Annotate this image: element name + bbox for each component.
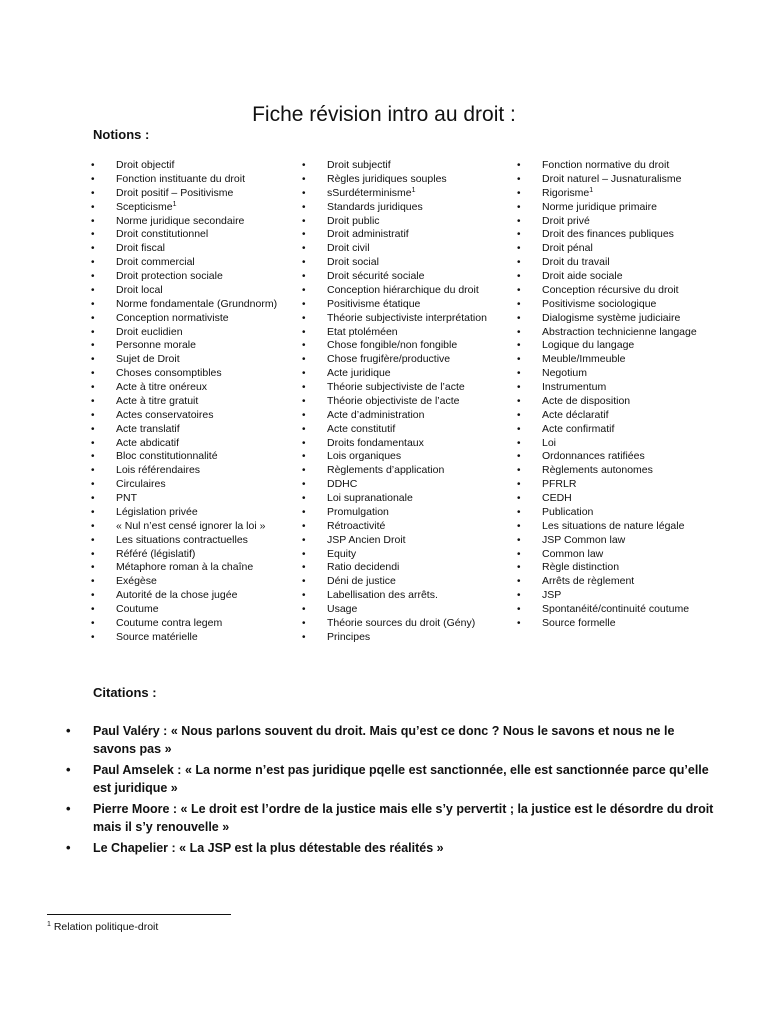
notion-item: [517, 312, 697, 326]
notion-item: [91, 215, 277, 229]
notion-text: Choses consomptibles: [116, 367, 222, 380]
notion-item: [91, 312, 277, 326]
notion-text: Autorité de la chose jugée: [116, 589, 238, 602]
notion-text: Acte confirmatif: [542, 422, 615, 435]
notion-text: Spontanéité/continuité coutume: [542, 603, 690, 615]
notion-text: DDHC: [327, 478, 358, 491]
notion-text: sSurdéterminisme: [327, 186, 412, 199]
notion-item: [302, 367, 487, 381]
notion-item: [91, 367, 277, 381]
notion-text: PFRLR: [542, 478, 577, 491]
notion-text: Bloc constitutionnalité: [116, 450, 218, 463]
notion-item: [517, 326, 697, 340]
notion-text: Métaphore roman à la chaîne: [116, 561, 254, 574]
notion-item: [517, 339, 697, 353]
notion-text: Principes: [327, 630, 371, 643]
notion-item: [302, 478, 487, 492]
notion-item: [517, 437, 697, 451]
notion-text: Positivisme sociologique: [542, 297, 657, 310]
notion-text: Droit objectif: [116, 159, 175, 171]
notion-item: [91, 187, 277, 201]
notion-item: [302, 159, 487, 173]
citation-author: Paul Amselek :: [93, 763, 185, 777]
notion-item: [91, 339, 277, 353]
citation-author: Paul Valéry :: [93, 724, 171, 738]
notion-text: Promulgation: [327, 505, 389, 518]
notion-text: Les situations de nature légale: [542, 519, 685, 532]
notion-text: Acte translatif: [116, 422, 180, 435]
notion-text: JSP Ancien Droit: [327, 533, 406, 546]
notion-item: [517, 256, 697, 270]
notion-text: Etat ptoléméen: [327, 325, 398, 338]
notion-text: Publication: [542, 505, 594, 518]
notion-text: Acte constitutif: [327, 422, 396, 435]
notion-item: [302, 561, 487, 575]
notion-item: [302, 228, 487, 242]
notion-text: Rétroactivité: [327, 519, 386, 532]
footnote: [47, 921, 158, 933]
notion-item: [302, 284, 487, 298]
notion-item: [91, 242, 277, 256]
notion-text: Droit naturel – Jusnaturalisme: [542, 172, 682, 185]
notion-item: [517, 520, 697, 534]
footnote-number: 1: [47, 921, 51, 928]
notion-item: [302, 381, 487, 395]
notion-item: [517, 492, 697, 506]
notion-item: [517, 548, 697, 562]
notion-text: Fonction normative du droit: [542, 159, 670, 171]
notion-text: Droit protection sociale: [116, 270, 223, 282]
notion-item: [91, 631, 277, 645]
notion-text: Les situations contractuelles: [116, 533, 248, 546]
notion-text: Droit social: [327, 256, 379, 269]
notion-text: Théorie subjectiviste interprétation: [327, 311, 487, 324]
notion-text: JSP Common law: [542, 533, 626, 546]
notion-item: [302, 617, 487, 631]
notion-item: [302, 575, 487, 589]
notion-item: [302, 242, 487, 256]
notion-text: Norme juridique secondaire: [116, 214, 245, 227]
notion-item: [91, 437, 277, 451]
citations-list: [66, 722, 716, 860]
notion-item: [91, 589, 277, 603]
notion-item: [517, 423, 697, 437]
notion-text: Conception normativiste: [116, 311, 229, 324]
notion-text: Loi: [542, 436, 557, 449]
notion-item: [517, 409, 697, 423]
footnote-text: Relation politique-droit: [50, 921, 159, 933]
notion-text: Acte d’administration: [327, 408, 425, 421]
notion-text: Norme fondamentale (Grundnorm): [116, 297, 278, 310]
notion-item: [517, 464, 697, 478]
notion-item: [302, 450, 487, 464]
notion-text: Droit commercial: [116, 256, 195, 269]
notion-text: Arrêts de règlement: [542, 575, 635, 588]
notion-text: Acte abdicatif: [116, 436, 180, 449]
notion-item: [302, 298, 487, 312]
notion-item: [91, 548, 277, 562]
notion-text: Droit privé: [542, 214, 590, 227]
notion-item: [517, 603, 697, 617]
notion-item: [91, 270, 277, 284]
notion-text: Acte déclaratif: [542, 408, 609, 421]
notion-text: Droit administratif: [327, 228, 409, 241]
notion-item: [91, 201, 277, 215]
notion-text: Chose fongible/non fongible: [327, 339, 458, 352]
citation-quote: « Le droit est l’ordre de la justice mais elle s’y pervertit ; la justice est le désordre du droit mais il s’y renouvelle »: [93, 802, 714, 834]
notion-text: Source formelle: [542, 616, 616, 629]
notion-item: [302, 506, 487, 520]
citation-quote: « Nous parlons souvent du droit. Mais qu’est ce donc ? Nous le savons et nous ne le savons pas »: [93, 724, 675, 756]
notion-text: Personne morale: [116, 339, 196, 352]
notion-text: Droit aide sociale: [542, 270, 623, 282]
notion-item: [517, 450, 697, 464]
notion-item: [302, 520, 487, 534]
citations-heading: Citations :: [93, 685, 157, 700]
notion-text: Droit positif – Positivisme: [116, 186, 234, 199]
notion-text: Règlements d’application: [327, 464, 445, 477]
notion-item: [302, 603, 487, 617]
notion-item: [517, 228, 697, 242]
notion-item: [517, 270, 697, 284]
notion-text: Règlements autonomes: [542, 464, 653, 477]
notion-text: Acte de disposition: [542, 394, 631, 407]
notion-text: Législation privée: [116, 505, 198, 518]
notion-text: CEDH: [542, 492, 572, 504]
notion-text: Droit des finances publiques: [542, 228, 674, 241]
notion-item: [302, 201, 487, 215]
notion-item: [302, 631, 487, 645]
notions-column-1: [91, 159, 277, 645]
notion-text: Chose frugifère/productive: [327, 353, 451, 366]
notion-item: [302, 423, 487, 437]
notion-item: [91, 617, 277, 631]
notion-item: [517, 395, 697, 409]
notion-item: [91, 353, 277, 367]
citation-item: [66, 722, 716, 758]
notion-text: Acte à titre gratuit: [116, 394, 199, 407]
notion-text: « Nul n’est censé ignorer la loi »: [116, 519, 266, 532]
notion-item: [91, 159, 277, 173]
notion-item: [91, 561, 277, 575]
notion-text: PNT: [116, 492, 137, 504]
notion-text: Lois organiques: [327, 450, 402, 463]
notion-item: [91, 492, 277, 506]
footnote-separator: [47, 914, 231, 915]
notion-text: Meuble/Immeuble: [542, 353, 626, 366]
notion-item: [91, 173, 277, 187]
notion-text: Labellisation des arrêts.: [327, 589, 438, 602]
notion-text: Droit euclidien: [116, 325, 183, 338]
notion-text: Référé (législatif): [116, 547, 196, 560]
notion-text: Théorie subjectiviste de l’acte: [327, 381, 465, 393]
footnote-ref: 1: [411, 186, 416, 194]
notion-item: [91, 464, 277, 478]
notion-item: [302, 353, 487, 367]
notion-text: Scepticisme: [116, 200, 173, 213]
notion-text: Standards juridiques: [327, 200, 423, 213]
notion-item: [91, 284, 277, 298]
notion-item: [517, 353, 697, 367]
notion-text: Droit local: [116, 283, 163, 296]
notion-item: [302, 589, 487, 603]
notion-text: Exégèse: [116, 575, 157, 588]
notion-text: Fonction instituante du droit: [116, 172, 245, 185]
notion-item: [517, 173, 697, 187]
notion-item: [517, 478, 697, 492]
notion-item: [517, 242, 697, 256]
notion-item: [302, 270, 487, 284]
notion-text: Droits fondamentaux: [327, 436, 424, 449]
notion-item: [91, 534, 277, 548]
notion-text: Conception hiérarchique du droit: [327, 283, 479, 296]
notion-text: JSP: [542, 589, 562, 602]
notion-text: Source matérielle: [116, 630, 198, 643]
notion-item: [302, 548, 487, 562]
notion-text: Règle distinction: [542, 561, 620, 574]
notion-item: [91, 575, 277, 589]
notion-item: [91, 395, 277, 409]
citation-item: [66, 800, 716, 836]
notion-item: [91, 409, 277, 423]
notion-item: [302, 339, 487, 353]
notion-text: Coutume contra legem: [116, 616, 223, 629]
notion-text: Ordonnances ratifiées: [542, 450, 645, 463]
notion-text: Déni de justice: [327, 575, 396, 588]
notion-text: Droit subjectif: [327, 159, 391, 171]
notion-text: Théorie sources du droit (Gény): [327, 616, 476, 629]
page-title: Fiche révision intro au droit :: [252, 103, 516, 127]
citation-quote: « La norme n’est pas juridique pqelle est sanctionnée, elle est sanctionnée parce qu’elle est juridique »: [93, 763, 709, 795]
notion-item: [517, 298, 697, 312]
notion-text: Droit civil: [327, 242, 370, 255]
notion-item: [91, 326, 277, 340]
notion-text: Loi supranationale: [327, 492, 413, 504]
notion-item: [91, 603, 277, 617]
notion-item: [517, 506, 697, 520]
notion-item: [91, 228, 277, 242]
notion-item: [517, 367, 697, 381]
notion-text: Droit public: [327, 214, 380, 227]
notion-item: [302, 256, 487, 270]
notions-column-2: [302, 159, 487, 645]
notion-item: [91, 256, 277, 270]
notion-text: Droit constitutionnel: [116, 228, 209, 241]
notion-text: Droit sécurité sociale: [327, 270, 425, 282]
notion-item: [517, 561, 697, 575]
notion-item: [517, 201, 697, 215]
notion-text: Negotium: [542, 367, 587, 380]
notion-text: Instrumentum: [542, 381, 607, 393]
notion-item: [91, 423, 277, 437]
notion-item: [302, 464, 487, 478]
notion-item: [91, 450, 277, 464]
notion-text: Dialogisme système judiciaire: [542, 311, 681, 324]
notion-item: [302, 187, 487, 201]
notion-text: Droit du travail: [542, 256, 610, 269]
notion-item: [91, 381, 277, 395]
notion-text: Common law: [542, 547, 604, 560]
footnote-ref: 1: [589, 186, 594, 194]
notion-item: [302, 312, 487, 326]
citation-quote: « La JSP est la plus détestable des réalités »: [179, 841, 444, 855]
notion-text: Droit fiscal: [116, 242, 166, 255]
notion-text: Acte juridique: [327, 367, 391, 380]
notion-text: Règles juridiques souples: [327, 172, 447, 185]
notion-item: [302, 326, 487, 340]
notion-text: Rigorisme: [542, 186, 590, 199]
notion-item: [517, 534, 697, 548]
footnote-ref: 1: [172, 200, 177, 208]
notion-item: [517, 589, 697, 603]
notion-item: [302, 395, 487, 409]
notion-item: [91, 506, 277, 520]
notions-heading: Notions :: [93, 127, 150, 142]
notion-text: Usage: [327, 603, 358, 615]
notion-item: [91, 520, 277, 534]
notion-item: [302, 534, 487, 548]
notion-item: [517, 381, 697, 395]
notion-text: Ratio decidendi: [327, 561, 400, 574]
notion-item: [91, 298, 277, 312]
notion-item: [91, 478, 277, 492]
notion-text: Actes conservatoires: [116, 408, 214, 421]
notion-text: Positivisme étatique: [327, 297, 421, 310]
notion-text: Lois référendaires: [116, 464, 201, 477]
notion-text: Abstraction technicienne langage: [542, 325, 697, 338]
notions-column-3: [517, 159, 697, 631]
notion-item: [517, 284, 697, 298]
notion-item: [302, 173, 487, 187]
notion-item: [302, 492, 487, 506]
notion-item: [302, 437, 487, 451]
notion-text: Logique du langage: [542, 339, 635, 352]
citation-item: [66, 761, 716, 797]
notion-text: Equity: [327, 547, 357, 560]
notion-text: Norme juridique primaire: [542, 200, 657, 213]
notion-text: Théorie objectiviste de l’acte: [327, 394, 460, 407]
citation-item: [66, 839, 716, 857]
notion-item: [517, 617, 697, 631]
notion-text: Conception récursive du droit: [542, 283, 679, 296]
notion-text: Acte à titre onéreux: [116, 381, 208, 393]
notion-text: Sujet de Droit: [116, 353, 180, 366]
notion-item: [302, 409, 487, 423]
notion-item: [517, 187, 697, 201]
notion-text: Coutume: [116, 603, 159, 615]
notion-item: [517, 575, 697, 589]
citation-author: Le Chapelier :: [93, 841, 180, 855]
notion-text: Droit pénal: [542, 242, 593, 255]
notion-item: [517, 215, 697, 229]
notion-item: [302, 215, 487, 229]
notion-item: [517, 159, 697, 173]
notion-text: Circulaires: [116, 478, 166, 491]
citation-author: Pierre Moore :: [93, 802, 181, 816]
